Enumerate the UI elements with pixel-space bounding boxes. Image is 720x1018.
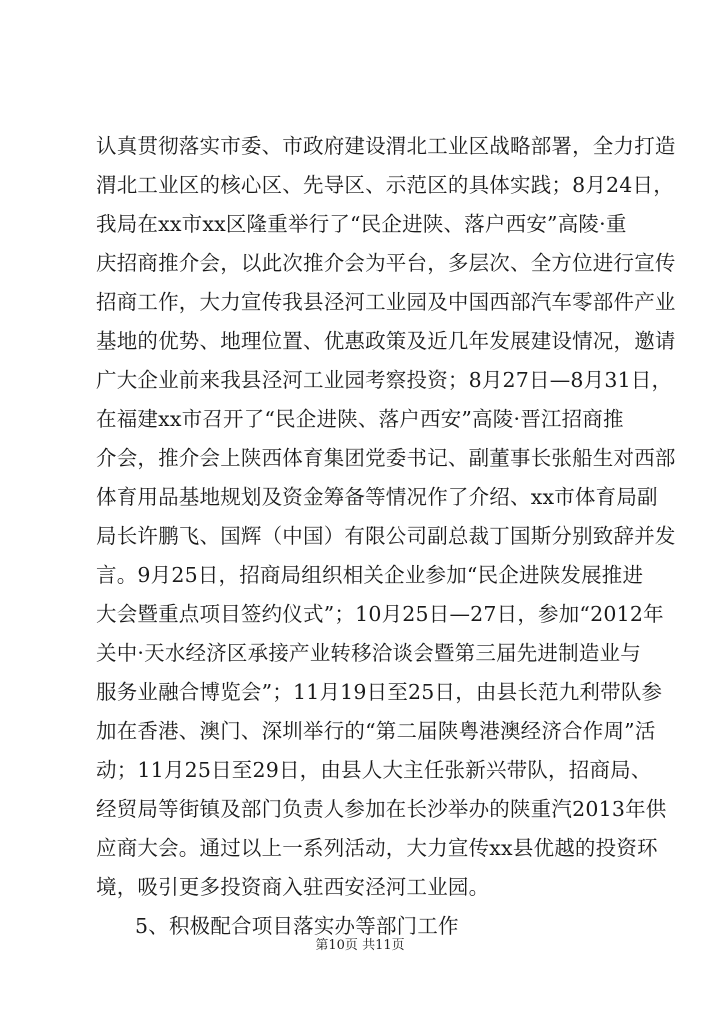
page-footer: 第10页 共11页 [315, 938, 405, 953]
body-line: 招商工作，大力宣传我县泾河工业园及中国西部汽车零部件产业 [96, 290, 676, 314]
body-line: 体育用品基地规划及资金筹备等情况作了介绍、xx市体育局副 [96, 485, 658, 509]
body-line: 动；11月25日至29日，由县人大主任张新兴带队，招商局、 [96, 758, 652, 782]
body-line: 广大企业前来我县泾河工业园考察投资；8月27日—8月31日， [96, 368, 673, 392]
body-line: 大会暨重点项目签约仪式”；10月25日—27日，参加“2012年 [96, 602, 664, 626]
body-line: 经贸局等街镇及部门负责人参加在长沙举办的陕重汽2013年供 [96, 797, 667, 821]
body-line: 关中·天水经济区承接产业转移洽谈会暨第三届先进制造业与 [96, 641, 641, 665]
body-line: 言。9月25日，招商局组织相关企业参加“民企进陕发展推进 [96, 563, 644, 587]
body-line: 基地的优势、地理位置、优惠政策及近几年发展建设情况，邀请 [96, 329, 676, 353]
body-line: 介会，推介会上陕西体育集团党委书记、副董事长张船生对西部 [96, 446, 676, 470]
body-line: 服务业融合博览会”；11月19日至25日，由县长范九利带队参 [96, 680, 663, 704]
body-line: 认真贯彻落实市委、市政府建设渭北工业区战略部署，全力打造 [96, 134, 676, 158]
body-line: 我局在xx市xx区隆重举行了“民企进陕、落户西安”高陵·重 [96, 212, 627, 236]
body-line: 应商大会。通过以上一系列活动，大力宣传xx县优越的投资环 [96, 836, 658, 860]
body-line: 渭北工业区的核心区、先导区、示范区的具体实践；8月24日， [96, 173, 674, 197]
body-line: 在福建xx市召开了“民企进陕、落户西安”高陵·晋江招商推 [96, 407, 624, 431]
body-line: 局长许鹏飞、国辉（中国）有限公司副总裁丁国斯分别致辞并发 [96, 524, 676, 548]
section-heading: 5、积极配合项目落实办等部门工作 [135, 914, 459, 938]
body-line: 加在香港、澳门、深圳举行的“第二届陕粤港澳经济合作周”活 [96, 719, 656, 743]
body-line: 庆招商推介会，以此次推介会为平台，多层次、全方位进行宣传 [96, 251, 676, 275]
body-line: 境，吸引更多投资商入驻西安泾河工业园。 [96, 875, 490, 899]
